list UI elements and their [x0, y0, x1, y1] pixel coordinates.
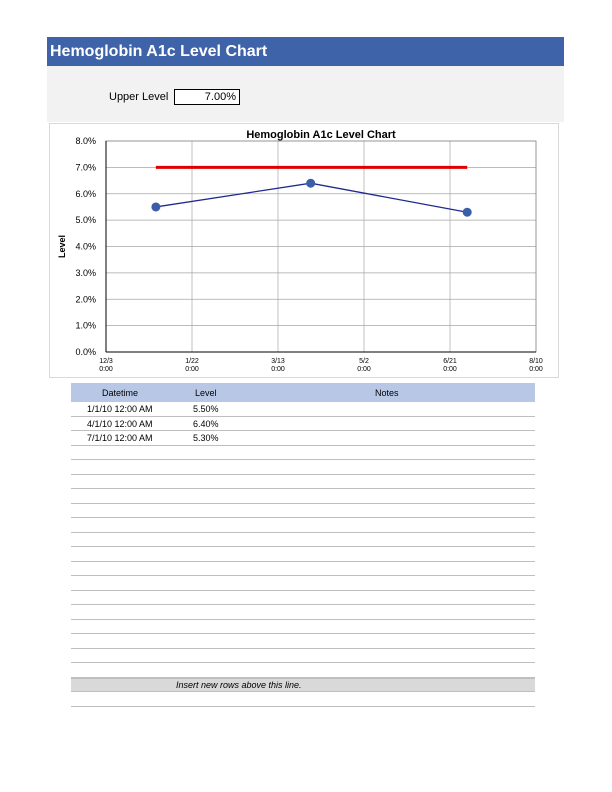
chart-title: Hemoglobin A1c Level Chart: [246, 129, 396, 141]
cell-datetime: 7/1/10 12:00 AM: [87, 433, 153, 443]
cell-datetime: 4/1/10 12:00 AM: [87, 418, 153, 429]
x-tick-label: 3/13: [271, 358, 285, 365]
y-tick-label: 8.0%: [75, 136, 96, 146]
table-row[interactable]: [71, 402, 535, 417]
y-axis-label: Level: [57, 234, 67, 259]
x-tick-label: 1/22: [185, 358, 199, 365]
cell-level: 5.30%: [193, 433, 219, 443]
y-tick-label: 7.0%: [75, 162, 96, 173]
x-tick-label: 0:00: [357, 366, 371, 373]
insert-rows-text: Insert new rows above this line.: [176, 680, 302, 690]
table-row[interactable]: [71, 605, 535, 620]
x-tick-label: 0:00: [529, 366, 543, 373]
upper-level-label: Upper Level: [109, 91, 169, 103]
table-row[interactable]: [71, 547, 535, 562]
x-tick-label: 0:00: [185, 366, 199, 373]
header-notes: Notes: [375, 388, 399, 398]
y-tick-label: 6.0%: [75, 188, 96, 199]
table-row[interactable]: [71, 562, 535, 577]
table-row[interactable]: [71, 518, 535, 533]
table-row[interactable]: [71, 475, 535, 490]
y-tick-label: 1.0%: [75, 320, 96, 331]
x-tick-label: 12/3: [99, 358, 113, 365]
table-body: [71, 402, 535, 707]
cell-datetime: 1/1/10 12:00 AM: [87, 404, 153, 414]
level-data-point: [151, 202, 160, 211]
table-row[interactable]: [71, 576, 535, 591]
x-tick-label: 8/10: [529, 358, 543, 365]
table-row[interactable]: [71, 417, 535, 432]
level-data-point: [463, 208, 472, 217]
table-row[interactable]: [71, 649, 535, 664]
y-tick-label: 0.0%: [75, 347, 96, 357]
y-tick-label: 5.0%: [75, 215, 96, 226]
table-row[interactable]: [71, 663, 535, 678]
table-row[interactable]: [71, 634, 535, 649]
hba1c-chart: [49, 123, 559, 378]
header-datetime: Datetime: [102, 388, 139, 398]
page-title: Hemoglobin A1c Level Chart: [47, 37, 564, 66]
x-tick-label: 5/2: [359, 358, 369, 365]
x-tick-label: 0:00: [99, 366, 113, 373]
x-tick-label: 0:00: [271, 366, 285, 373]
table-row[interactable]: [71, 692, 535, 707]
x-tick-label: 0:00: [443, 366, 457, 373]
level-data-point: [306, 179, 315, 188]
table-row[interactable]: [71, 504, 535, 519]
table-header: [71, 383, 535, 402]
cell-level: 5.50%: [193, 404, 219, 414]
y-tick-label: 4.0%: [75, 241, 96, 252]
table-row[interactable]: [71, 446, 535, 461]
y-tick-label: 3.0%: [75, 267, 96, 278]
table-row[interactable]: [71, 591, 535, 606]
table-row[interactable]: [71, 533, 535, 548]
table-row[interactable]: [71, 620, 535, 635]
upper-level-input[interactable]: 7.00%: [174, 89, 240, 105]
insert-rows-hint: [71, 678, 535, 692]
table-row[interactable]: [71, 489, 535, 504]
header-level: Level: [195, 388, 217, 398]
table-row[interactable]: [71, 431, 535, 446]
cell-level: 6.40%: [193, 418, 219, 429]
y-tick-label: 2.0%: [75, 294, 96, 305]
x-tick-label: 6/21: [443, 358, 457, 365]
table-row[interactable]: [71, 460, 535, 475]
